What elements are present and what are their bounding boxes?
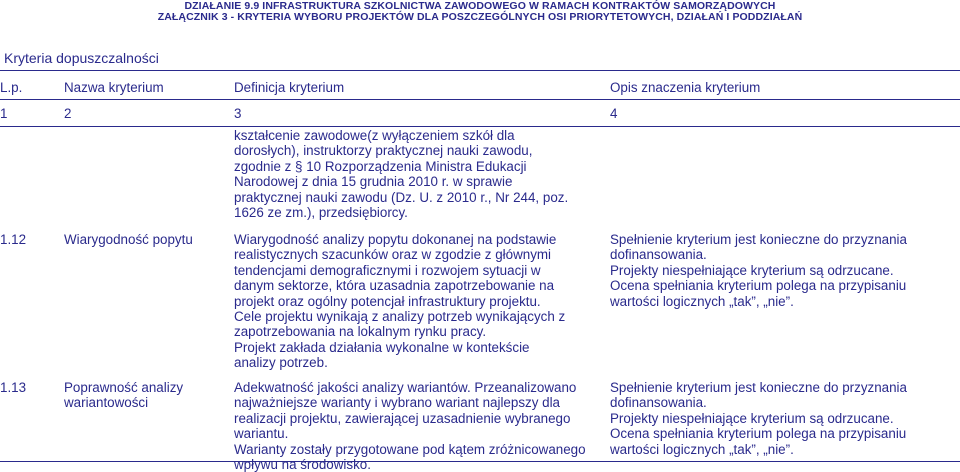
row-definition xyxy=(234,232,574,371)
column-header-description: Opis znaczenia kryterium xyxy=(610,80,761,95)
column-index-1: 1 xyxy=(0,106,8,121)
row-lp: 1.12 xyxy=(0,232,27,247)
column-header-definition: Definicja kryterium xyxy=(234,80,345,95)
column-header-lp: L.p. xyxy=(0,80,23,95)
row-definition xyxy=(234,380,596,472)
column-index-2: 2 xyxy=(64,106,72,121)
table-top-rule xyxy=(0,70,960,71)
description-paragraph: Projekty niespełniające kryterium są odrzucane. xyxy=(610,262,894,278)
column-index-3: 3 xyxy=(234,106,242,121)
section-title: Kryteria dopuszczalności xyxy=(4,50,159,66)
table-index-rule xyxy=(0,126,960,127)
row-lp: 1.13 xyxy=(0,380,27,395)
table-header-rule xyxy=(0,99,960,100)
description-paragraph: Spełnienie kryterium jest konieczne do przyznania dofinansowania. xyxy=(610,232,907,263)
description-paragraph: Ocena spełniania kryterium polega na przypisaniu wartości logicznych „tak”, „nie”. xyxy=(610,426,907,457)
row-criterion-name: Wiarygodność popytu xyxy=(64,232,193,247)
row-criterion-name: Poprawność analizy wariantowości xyxy=(64,380,184,411)
definition-paragraph: Cele projektu wynikają z analizy potrzeb wynikających z zapotrzebowania na lokalnym rynku pracy. xyxy=(234,309,566,340)
definition-paragraph: Wiarygodność analizy popytu dokonanej na podstawie realistycznych szacunków oraz w zgodzie z głównymi tendencjami demograficznymi i rozwojem sytuacji w danym sektorze, która uzasadnia zapotrzebowanie na projekt oraz ogólny potencjał infrastruktury projektu. xyxy=(234,232,557,309)
column-index-4: 4 xyxy=(610,106,618,121)
definition-paragraph: Warianty zostały przygotowane pod kątem zróżnicowanego wpływu na środowisko. xyxy=(234,441,586,472)
column-header-name: Nazwa kryterium xyxy=(64,80,164,95)
document-header-line2: ZAŁĄCZNIK 3 - KRYTERIA WYBORU PROJEKTÓW DLA POSZCZEGÓLNYCH OSI PRIORYTETOWYCH, DZIAŁAŃ I PODDZIAŁAŃ xyxy=(157,11,803,23)
definition-paragraph: Projekt zakłada działania wykonalne w kontekście analizy potrzeb. xyxy=(234,339,530,371)
definition-paragraph: Adekwatność jakości analizy wariantów. Przeanalizowano najważniejsze warianty i wybrano wariant najlepszy dla realizacji projektu, zawierającej uzasadnienie wybranego wariantu. xyxy=(234,380,577,442)
document-header-line1: DZIAŁANIE 9.9 INFRASTRUKTURA SZKOLNICTWA ZAWODOWEGO W RAMACH KONTRAKTÓW SAMORZĄDOWYCH xyxy=(184,0,776,12)
description-paragraph: Ocena spełniania kryterium polega na przypisaniu wartości logicznych „tak”, „nie”. xyxy=(610,278,907,309)
description-paragraph: Spełnienie kryterium jest konieczne do przyznania dofinansowania. xyxy=(610,380,907,411)
description-paragraph: Projekty niespełniające kryterium są odrzucane. xyxy=(610,410,894,426)
row-description xyxy=(610,232,955,309)
row-description xyxy=(610,380,955,457)
continued-definition-text: kształcenie zawodowe(z wyłączeniem szkół dla dorosłych), instruktorzy praktycznej nauki zawodu, zgodnie z § 10 Rozporządzenia Ministra Edukacji Narodowej z dnia 15 grudnia 2010 r. w sprawie praktycznej nauki zawodu (Dz. U. z 2010 r., Nr 244, poz. 1626 ze zm.), przedsiębiorcy. xyxy=(234,128,569,221)
